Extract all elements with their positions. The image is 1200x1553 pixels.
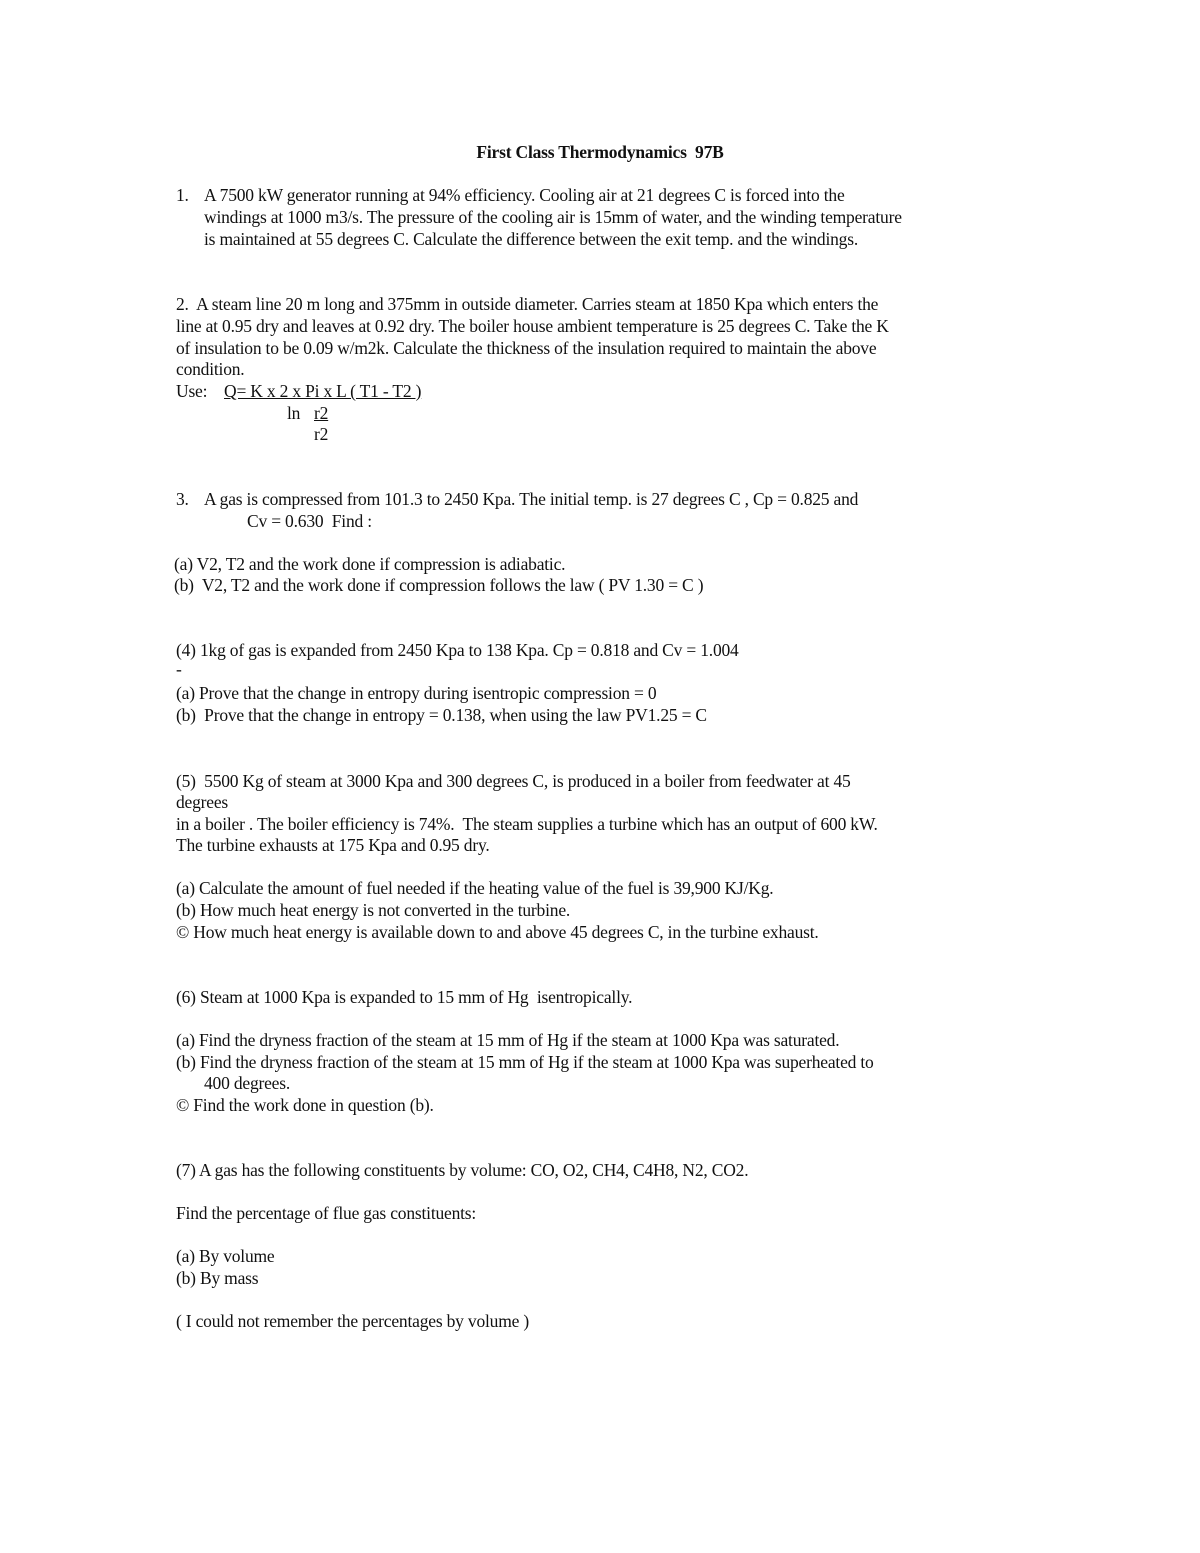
q6-part-a: (a) Find the dryness fraction of the steam at 15 mm of Hg if the steam at 1000 Kpa was saturated. <box>176 1030 840 1050</box>
q2-formula-numerator: Q= K x 2 x Pi x L ( T1 - T2 ) <box>224 381 422 401</box>
q3-number: 3. <box>176 489 189 509</box>
q7-line-2: Find the percentage of flue gas constituents: <box>176 1203 477 1223</box>
q6-part-b-line-2: 400 degrees. <box>204 1073 291 1093</box>
q2-formula-r-bottom: r2 <box>314 424 329 444</box>
q5-part-a: (a) Calculate the amount of fuel needed if the heating value of the fuel is 39,900 KJ/Kg. <box>176 878 774 898</box>
q1-line-1: A 7500 kW generator running at 94% efficiency. Cooling air at 21 degrees C is forced into the <box>204 185 845 205</box>
q4-part-a: (a) Prove that the change in entropy during isentropic compression = 0 <box>176 683 657 703</box>
page-title: First Class Thermodynamics 97B <box>476 142 724 162</box>
q2-line-3: of insulation to be 0.09 w/m2k. Calculate the thickness of the insulation required to maintain the above <box>176 338 877 358</box>
q3-part-b: (b) V2, T2 and the work done if compression follows the law ( PV 1.30 = C ) <box>174 575 704 595</box>
q6-part-b-line-1: (b) Find the dryness fraction of the steam at 15 mm of Hg if the steam at 1000 Kpa was superheated to <box>176 1052 874 1072</box>
q2-formula-r-top: r2 <box>314 403 329 423</box>
q5-line-1: (5) 5500 Kg of steam at 3000 Kpa and 300 degrees C, is produced in a boiler from feedwater at 45 <box>176 771 851 791</box>
q7-line-1: (7) A gas has the following constituents by volume: CO, O2, CH4, C4H8, N2, CO2. <box>176 1160 749 1180</box>
q6-part-c: © Find the work done in question (b). <box>176 1095 434 1115</box>
q2-line-1: 2. A steam line 20 m long and 375mm in outside diameter. Carries steam at 1850 Kpa which enters the <box>176 294 879 314</box>
q2-line-4: condition. <box>176 359 245 379</box>
q1-line-2: windings at 1000 m3/s. The pressure of the cooling air is 15mm of water, and the winding temperature <box>204 207 902 227</box>
q5-line-3: in a boiler . The boiler efficiency is 74%. The steam supplies a turbine which has an output of 600 kW. <box>176 814 878 834</box>
q3-line-2: Cv = 0.630 Find : <box>247 511 372 531</box>
q5-part-c: © How much heat energy is available down to and above 45 degrees C, in the turbine exhaust. <box>176 922 819 942</box>
q5-part-b: (b) How much heat energy is not converted in the turbine. <box>176 900 571 920</box>
q3-part-a: (a) V2, T2 and the work done if compression is adiabatic. <box>174 554 566 574</box>
q5-line-4: The turbine exhausts at 175 Kpa and 0.95 dry. <box>176 835 490 855</box>
q1-number: 1. <box>176 185 189 205</box>
q7-part-b: (b) By mass <box>176 1268 259 1288</box>
q5-line-2: degrees <box>176 792 229 812</box>
q3-line-1: A gas is compressed from 101.3 to 2450 Kpa. The initial temp. is 27 degrees C , Cp = 0.825 and <box>204 489 859 509</box>
q7-part-a: (a) By volume <box>176 1246 275 1266</box>
q2-line-2: line at 0.95 dry and leaves at 0.92 dry. The boiler house ambient temperature is 25 degrees C. Take the K <box>176 316 889 336</box>
q4-dash: - <box>176 664 182 676</box>
q2-formula-ln: ln <box>287 403 301 423</box>
q7-note: ( I could not remember the percentages by volume ) <box>176 1311 529 1331</box>
q6-line-1: (6) Steam at 1000 Kpa is expanded to 15 mm of Hg isentropically. <box>176 987 633 1007</box>
q2-use-label: Use: <box>176 381 208 401</box>
q4-line-1: (4) 1kg of gas is expanded from 2450 Kpa to 138 Kpa. Cp = 0.818 and Cv = 1.004 <box>176 640 739 660</box>
q4-part-b: (b) Prove that the change in entropy = 0.138, when using the law PV1.25 = C <box>176 705 707 725</box>
q1-line-3: is maintained at 55 degrees C. Calculate the difference between the exit temp. and the windings. <box>204 229 859 249</box>
